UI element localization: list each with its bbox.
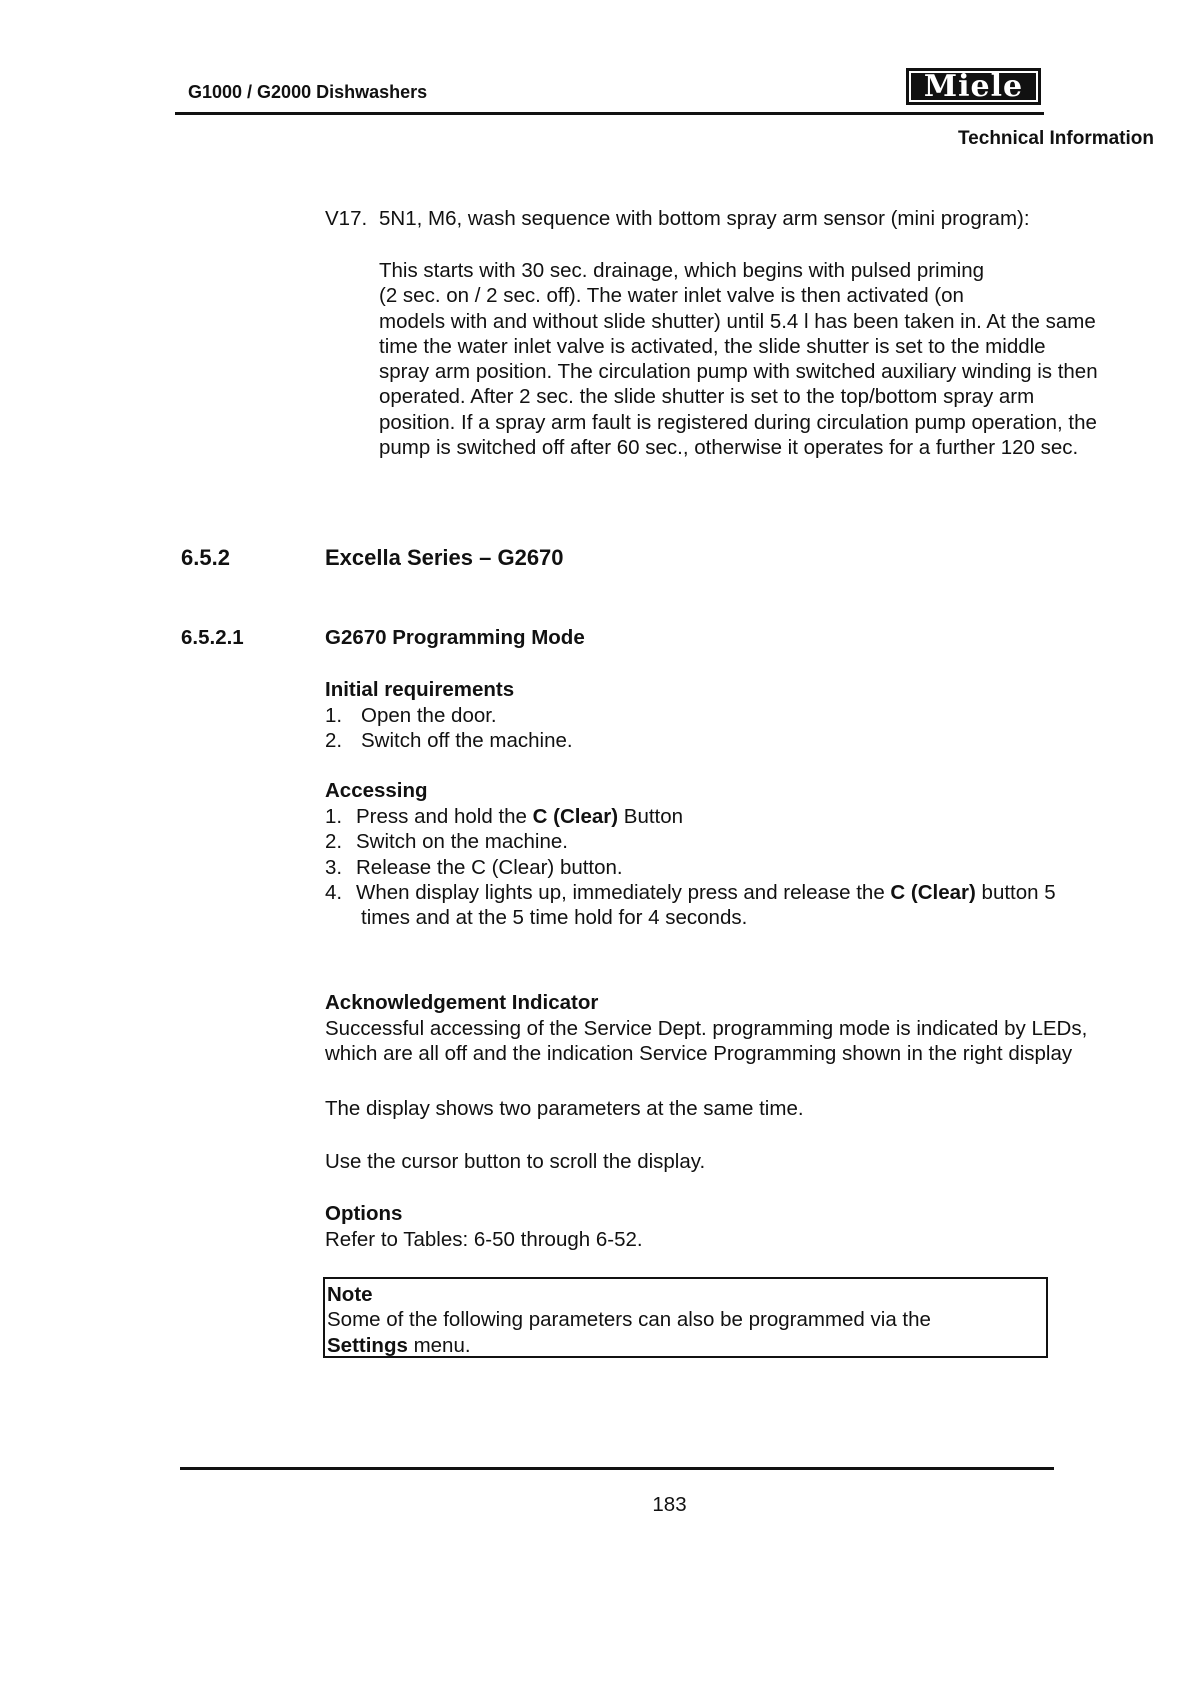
v17-number: V17. [325, 207, 368, 230]
accessing-heading: Accessing [325, 779, 428, 802]
v17-line: pump is switched off after 60 sec., otherwise it operates for a further 120 sec. [379, 436, 1079, 460]
initial-requirements-heading: Initial requirements [325, 678, 515, 701]
note-heading: Note [327, 1283, 373, 1306]
list-item: 1. Press and hold the C (Clear) Button [325, 805, 684, 828]
v17-line: position. If a spray arm fault is registered during circulation pump operation, the [379, 410, 1097, 434]
v17-line: (2 sec. on / 2 sec. off). The water inlet valve is then activated (on [379, 284, 964, 308]
v17-heading: 5N1, M6, wash sequence with bottom spray arm sensor (mini program): [379, 207, 1030, 230]
note-line: Some of the following parameters can also be programmed via the [327, 1308, 931, 1332]
document-title: G1000 / G2000 Dishwashers [188, 82, 428, 102]
v17-line: This starts with 30 sec. drainage, which begins with pulsed priming [379, 259, 985, 282]
accessing-list [325, 804, 1056, 930]
list-item: 1. Open the door. [325, 704, 497, 727]
v17-line: time the water inlet valve is activated, the slide shutter is set to the middle [379, 334, 1046, 358]
list-item: 2. Switch off the machine. [325, 729, 573, 753]
cursor-scroll-text: Use the cursor button to scroll the display. [325, 1150, 706, 1173]
initial-requirements-list [325, 703, 573, 754]
v17-line: spray arm position. The circulation pump with switched auxiliary winding is then [379, 360, 1098, 384]
list-item: 2. Switch on the machine. [325, 830, 568, 854]
note-box [323, 1277, 1048, 1358]
note-line: Settings menu. [327, 1333, 471, 1357]
options-text: Refer to Tables: 6-50 through 6-52. [325, 1228, 643, 1251]
page-number: 183 [652, 1493, 687, 1516]
footer-rule [180, 1467, 1054, 1470]
subsection-title: G2670 Programming Mode [325, 626, 585, 649]
acknowledgement-text: Successful accessing of the Service Dept. programming mode is indicated by LEDs, which are all off and the indication Service Programming shown in the right display [325, 1017, 1088, 1066]
v17-line: models with and without slide shutter) until 5.4 l has been taken in. At the same [379, 309, 1096, 333]
acknowledgement-heading: Acknowledgement Indicator [325, 991, 599, 1014]
v17-description [379, 258, 1169, 460]
miele-logo: Miele [906, 68, 1041, 105]
header-rule [175, 112, 1044, 115]
subsection-number: 6.5.2.1 [181, 626, 244, 649]
options-heading: Options [325, 1202, 403, 1225]
section-label: Technical Information [957, 128, 1154, 149]
display-parameters-text: The display shows two parameters at the same time. [325, 1097, 804, 1120]
v17-line: operated. After 2 sec. the slide shutter is set to the top/bottom spray arm [379, 385, 1035, 409]
section-number: 6.5.2 [181, 545, 230, 570]
list-item: 4. When display lights up, immediately press and release the C (Clear) button 5 times and at the 5 time hold for 4 seconds. [325, 880, 1056, 930]
section-title: Excella Series – G2670 [325, 545, 564, 570]
list-item: 3. Release the C (Clear) button. [325, 855, 623, 879]
